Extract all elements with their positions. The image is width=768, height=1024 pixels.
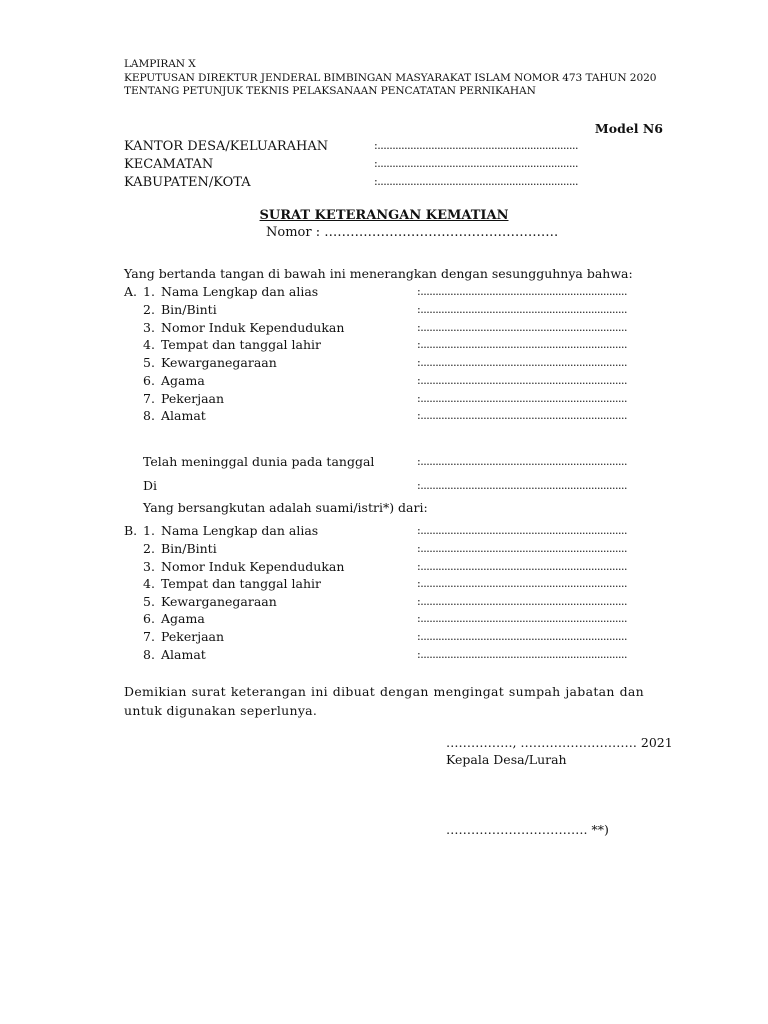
attachment-label: LAMPIRAN X bbox=[124, 58, 196, 70]
closing-statement: Demikian surat keterangan ini dibuat dengan mengingat sumpah jabatan dan untuk digunakan seperlunya. bbox=[124, 684, 644, 718]
spouse-intro: Yang bersangkutan adalah suami/istri*) dari: bbox=[143, 500, 428, 515]
signature-name-line[interactable]: ……………………………. **) bbox=[446, 822, 609, 837]
item-number: 7. bbox=[143, 391, 155, 406]
office-regency-field[interactable]: :................................................................... bbox=[374, 175, 578, 188]
field-value-citizenship[interactable]: :..................................................................... bbox=[417, 595, 627, 608]
signature-position: Kepala Desa/Lurah bbox=[446, 752, 567, 767]
office-district-row bbox=[124, 157, 578, 172]
item-number: 3. bbox=[143, 559, 155, 574]
field-value-occupation[interactable]: :..................................................................... bbox=[417, 630, 627, 643]
field-label-name: Nama Lengkap dan alias bbox=[161, 523, 319, 538]
field-label-birth: Tempat dan tanggal lahir bbox=[161, 576, 321, 591]
field-value-address[interactable]: :..................................................................... bbox=[417, 648, 627, 661]
field-label-religion: Agama bbox=[161, 373, 205, 388]
item-number: 2. bbox=[143, 541, 155, 556]
item-number: 6. bbox=[143, 611, 155, 626]
item-number: 8. bbox=[143, 408, 155, 423]
death-date-label: Telah meninggal dunia pada tanggal bbox=[143, 454, 375, 469]
field-value-birth[interactable]: :..................................................................... bbox=[417, 577, 627, 590]
field-label-bin: Bin/Binti bbox=[161, 302, 217, 317]
field-label-birth: Tempat dan tanggal lahir bbox=[161, 337, 321, 352]
field-value-bin[interactable]: :..................................................................... bbox=[417, 303, 627, 316]
field-label-citizenship: Kewarganegaraan bbox=[161, 594, 277, 609]
document-header bbox=[124, 58, 656, 99]
item-number: 5. bbox=[143, 355, 155, 370]
field-label-occupation: Pekerjaan bbox=[161, 629, 225, 644]
field-value-nik[interactable]: :..................................................................... bbox=[417, 560, 627, 573]
signature-date-line[interactable]: ……………., ………………………. 2021 bbox=[446, 735, 673, 750]
item-number: 2. bbox=[143, 302, 155, 317]
field-label-religion: Agama bbox=[161, 611, 205, 626]
field-value-birth[interactable]: :..................................................................... bbox=[417, 338, 627, 351]
field-label-bin: Bin/Binti bbox=[161, 541, 217, 556]
item-number: 6. bbox=[143, 373, 155, 388]
field-label-citizenship: Kewarganegaraan bbox=[161, 355, 277, 370]
office-village-row bbox=[124, 139, 578, 154]
item-number: 8. bbox=[143, 647, 155, 662]
item-number: 4. bbox=[143, 337, 155, 352]
intro-text: Yang bertanda tangan di bawah ini menerangkan dengan sesungguhnya bahwa: bbox=[124, 266, 633, 281]
office-village-field[interactable]: :................................................................... bbox=[374, 139, 578, 152]
field-value-religion[interactable]: :..................................................................... bbox=[417, 374, 627, 387]
field-value-occupation[interactable]: :..................................................................... bbox=[417, 392, 627, 405]
item-number: 1. bbox=[143, 284, 155, 299]
field-label-nik: Nomor Induk Kependudukan bbox=[161, 559, 345, 574]
document-number[interactable]: Nomor : ……………………………………………… bbox=[266, 225, 559, 240]
death-date-field[interactable]: :..................................................................... bbox=[417, 455, 627, 468]
field-value-bin[interactable]: :..................................................................... bbox=[417, 542, 627, 555]
field-value-name[interactable]: :..................................................................... bbox=[417, 285, 627, 298]
item-number: 3. bbox=[143, 320, 155, 335]
field-label-address: Alamat bbox=[161, 647, 206, 662]
death-place-field[interactable]: :..................................................................... bbox=[417, 479, 627, 492]
field-value-address[interactable]: :..................................................................... bbox=[417, 409, 627, 422]
item-number: 7. bbox=[143, 629, 155, 644]
field-value-nik[interactable]: :..................................................................... bbox=[417, 321, 627, 334]
field-label-nik: Nomor Induk Kependudukan bbox=[161, 320, 345, 335]
item-number: 4. bbox=[143, 576, 155, 591]
field-label-name: Nama Lengkap dan alias bbox=[161, 284, 319, 299]
field-label-address: Alamat bbox=[161, 408, 206, 423]
field-value-religion[interactable]: :..................................................................... bbox=[417, 612, 627, 625]
office-village-label: KANTOR DESA/KELUARAHAN bbox=[124, 139, 329, 154]
office-district-label: KECAMATAN bbox=[124, 157, 214, 172]
item-number: 1. bbox=[143, 523, 155, 538]
section-b-letter: B. bbox=[124, 523, 138, 538]
death-place-label: Di bbox=[143, 478, 158, 493]
decree-subject: TENTANG PETUNJUK TEKNIS PELAKSANAAN PENCATATAN PERNIKAHAN bbox=[124, 85, 536, 97]
office-regency-row bbox=[124, 175, 578, 190]
section-a-letter: A. bbox=[124, 284, 138, 299]
form-model-label: Model N6 bbox=[594, 121, 663, 136]
office-district-field[interactable]: :................................................................... bbox=[374, 157, 578, 170]
field-label-occupation: Pekerjaan bbox=[161, 391, 225, 406]
office-regency-label: KABUPATEN/KOTA bbox=[124, 175, 251, 190]
item-number: 5. bbox=[143, 594, 155, 609]
document-title: SURAT KETERANGAN KEMATIAN bbox=[259, 208, 509, 223]
field-value-name[interactable]: :..................................................................... bbox=[417, 524, 627, 537]
field-value-citizenship[interactable]: :..................................................................... bbox=[417, 356, 627, 369]
decree-title: KEPUTUSAN DIREKTUR JENDERAL BIMBINGAN MASYARAKAT ISLAM NOMOR 473 TAHUN 2020 bbox=[124, 71, 657, 84]
